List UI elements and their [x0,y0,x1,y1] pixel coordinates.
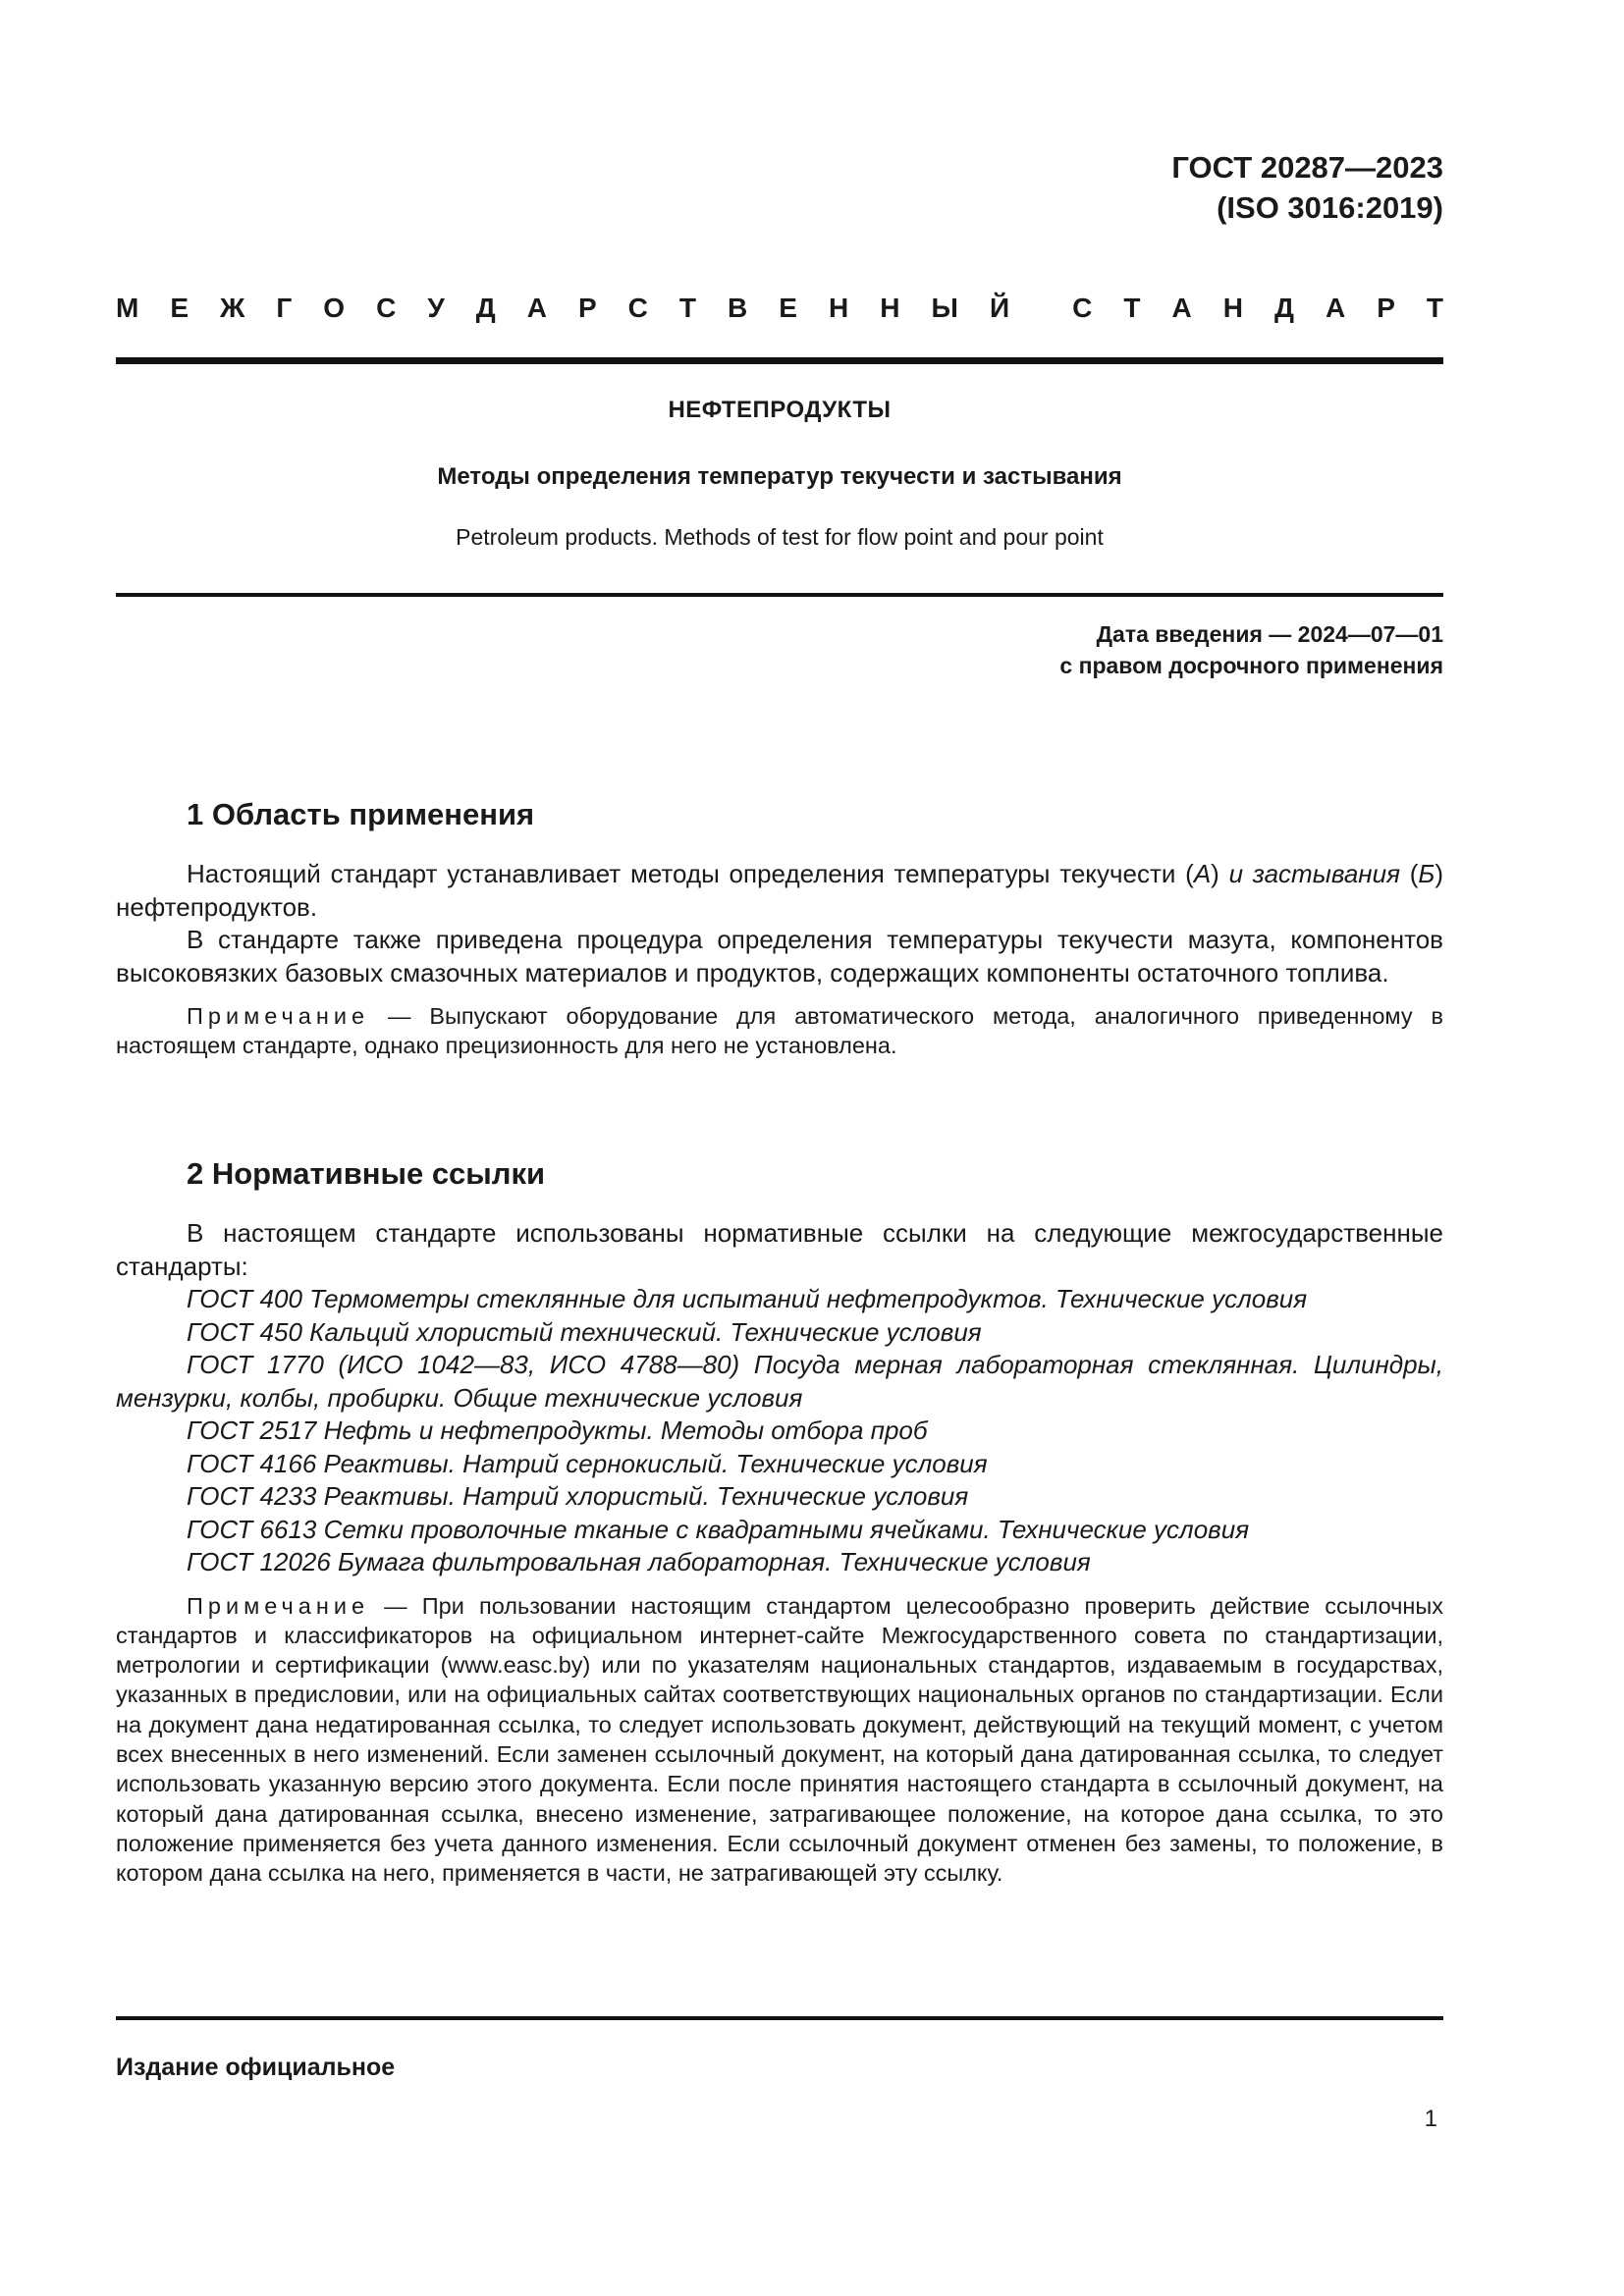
document-title: НЕФТЕПРОДУКТЫ [668,397,892,423]
banner-letter: Ы [931,293,958,323]
banner-letter: С [1072,293,1093,323]
banner-letter: О [323,293,346,323]
banner-letter: М [116,293,139,323]
reference-item: ГОСТ 12026 Бумага фильтровальная лабораторная. Технические условия [187,1547,1091,1576]
document-subtitle: Методы определения температур текучести и застывания [437,463,1122,490]
banner-letter: А [1171,293,1192,323]
note-label: Примечание [187,1003,370,1029]
reference-item: ГОСТ 4166 Реактивы. Натрий сернокислый. Технические условия [187,1448,988,1478]
header-rule [116,357,1443,364]
reference-item: ГОСТ 1770 (ИСО 1042—83, ИСО 4788—80) Посуда мерная лабораторная стеклянная. Цилиндры, мензурки, колбы, пробирки. Общие технические условия [116,1350,1443,1413]
banner-letter: Т [1426,293,1443,323]
section-1-paragraph-2: В стандарте также приведена процедура определения температуры текучести мазута, компонентов высоковязких базовых смазочных материалов и продуктов, содержащих компоненты остаточного топлива. [116,925,1443,988]
section-2-heading: 2 Нормативные ссылки [187,1156,546,1191]
note-label: Примечание [187,1592,370,1619]
section-1-body [116,858,1443,1061]
interstate-standard-banner [116,293,1443,324]
reference-item: ГОСТ 4233 Реактивы. Натрий хлористый. Технические условия [187,1481,969,1511]
banner-letter: Г [276,293,293,323]
early-application-line: с правом досрочного применения [1059,653,1443,678]
reference-item: ГОСТ 2517 Нефть и нефтепродукты. Методы отбора проб [187,1415,928,1445]
banner-letter: Т [1123,293,1141,323]
banner-letter: Й [989,293,1010,323]
banner-letter: Е [779,293,797,323]
standard-code-gost: ГОСТ 20287—2023 [1171,150,1443,185]
banner-letter: В [728,293,748,323]
banner-letter: Д [1273,293,1294,323]
banner-letter: А [1325,293,1346,323]
section-1-paragraph-1: Настоящий стандарт устанавливает методы определения температуры текучести (А) и застывания (Б) нефтепродуктов. [116,859,1443,922]
banner-letter: У [427,293,445,323]
banner-letter: С [376,293,397,323]
banner-letter: Е [170,293,189,323]
document-english-title: Petroleum products. Methods of test for flow point and pour point [456,524,1104,550]
banner-letter: Н [829,293,849,323]
banner-letter: Р [577,293,597,323]
page-number: 1 [1424,2106,1437,2132]
reference-item: ГОСТ 450 Кальций хлористый технический. Технические условия [187,1316,982,1347]
standard-code [1171,147,1443,228]
banner-letter: Т [678,293,697,323]
reference-item: ГОСТ 400 Термометры стеклянные для испытаний нефтепродуктов. Технические условия [187,1284,1308,1313]
standard-code-iso: (ISO 3016:2019) [1217,190,1443,225]
footer-rule [116,2016,1443,2020]
reference-item: ГОСТ 6613 Сетки проволочные тканые с квадратными ячейками. Технические условия [187,1514,1250,1544]
introduction-date-line: Дата введения — 2024—07—01 [1096,621,1443,647]
section-2-note: Примечание — При пользовании настоящим стандартом целесообразно проверить действие ссылочных стандартов и классификаторов на официальном интернет-сайте Межгосударственного совета по стандартизации, метрологии и сертификации (www.easc.by) или по указателям национальных стандартов, издаваемым в государствах, указанных в предисловии, или на официальных сайтах соответствующих национальных органов по стандартизации. Если на документ дана недатированная ссылка, то следует использовать документ, действующий на текущий момент, с учетом всех внесенных в него изменений. Если заменен ссылочный документ, на который дана датированная ссылка, то следует использовать указанную версию этого документа. Если после принятия настоящего стандарта в ссылочный документ, на который дана датированная ссылка, внесено изменение, затрагивающее положение, на которое дана ссылка, то это положение применяется без учета данного изменения. Если ссылочный документ отменен без замены, то положение, в котором дана ссылка на него, применяется в части, не затрагивающей эту ссылку. [116,1592,1443,1887]
banner-letter: Н [1222,293,1243,323]
section-1-heading: 1 Область применения [187,797,535,831]
official-edition-label: Издание официальное [116,2054,396,2081]
section-1-note: Примечание — Выпускают оборудование для автоматического метода, аналогичного приведенному в настоящем стандарте, однако прецизионность для него не установлена. [116,1003,1443,1059]
banner-letter: Д [475,293,496,323]
banner-letter: С [627,293,648,323]
banner-letter: А [526,293,547,323]
reference-list [116,1283,1443,1579]
title-rule [116,593,1443,597]
banner-letter: Р [1377,293,1395,323]
introduction-date [1059,618,1443,681]
banner-letter: Ж [220,293,245,323]
banner-letter: Н [880,293,900,323]
section-2-paragraph-1: В настоящем стандарте использованы нормативные ссылки на следующие межгосударственные стандарты: [116,1218,1443,1281]
section-2-body [116,1217,1443,1888]
